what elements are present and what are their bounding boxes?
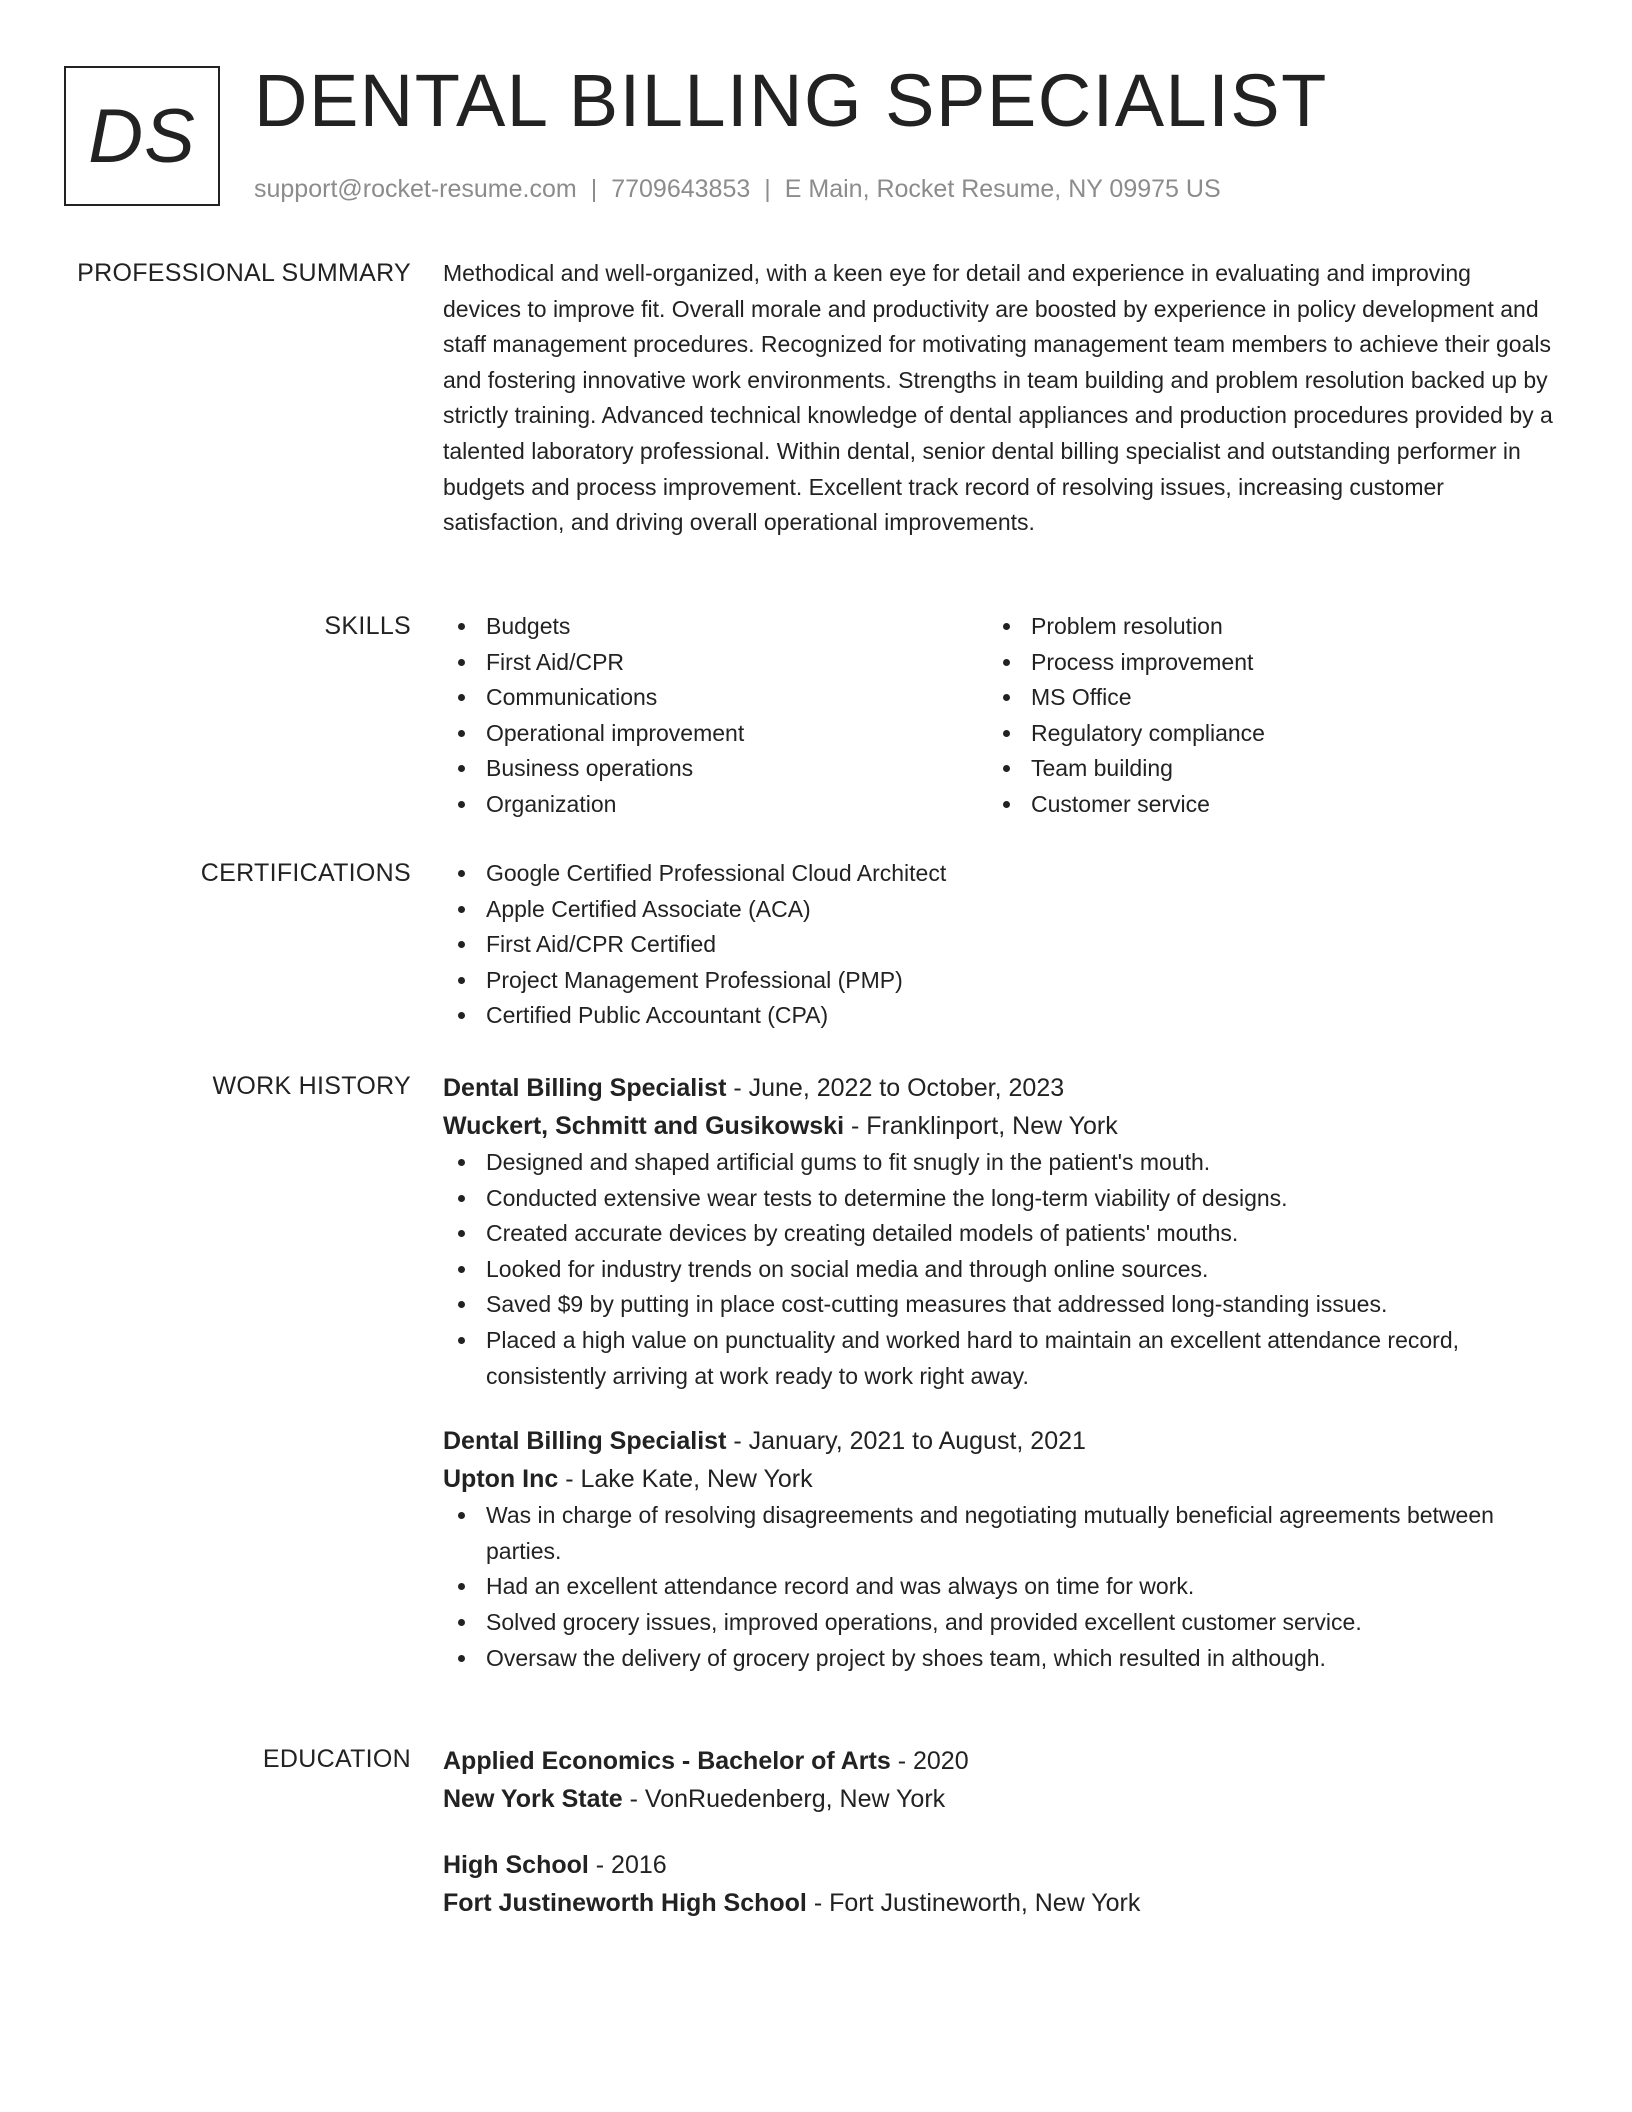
list-item	[443, 1287, 1553, 1323]
education-school: Fort Justineworth High School	[443, 1889, 807, 1917]
education-degree: High School	[443, 1851, 589, 1879]
duty-text: Was in charge of resolving disagreements and negotiating mutually beneficial agreements between parties.	[486, 1502, 1494, 1564]
bullet-dot-icon	[458, 941, 465, 948]
bullet-dot-icon	[458, 1655, 465, 1662]
summary-text: Methodical and well-organized, with a keen eye for detail and experience in evaluating and improving devices to improve fit. Overall morale and productivity are boosted by experience in policy development and staff management procedures. Recognized for motivating management team members to achieve their goals and fostering innovative work environments. Strengths in team building and problem resolution backed up by strictly training. Advanced technical knowledge of dental appliances and production procedures provided by a talented laboratory professional. Within dental, senior dental billing specialist and outstanding performer in budgets and process improvement. Excellent track record of resolving issues, increasing customer satisfaction, and driving overall operational improvements.	[443, 260, 1553, 536]
education-degree-line	[443, 1742, 1553, 1780]
bullet-dot-icon	[458, 1195, 465, 1202]
skill-label: First Aid/CPR	[486, 648, 625, 675]
skills-list-left	[443, 609, 988, 823]
education-location: - VonRuedenberg, New York	[622, 1785, 946, 1813]
list-item	[443, 787, 988, 823]
skill-label: Organization	[486, 790, 617, 817]
skill-label: MS Office	[1031, 684, 1132, 711]
certification-label: First Aid/CPR Certified	[486, 931, 717, 958]
education-year: - 2020	[890, 1747, 969, 1775]
skill-label: Budgets	[486, 613, 571, 639]
bullet-dot-icon	[458, 1619, 465, 1626]
job-dates: - June, 2022 to October, 2023	[726, 1074, 1065, 1102]
list-item	[443, 998, 1553, 1034]
education-school: New York State	[443, 1785, 623, 1813]
job-title-line	[443, 1422, 1553, 1460]
summary-heading: PROFESSIONAL SUMMARY	[77, 259, 411, 287]
job-duties-list	[443, 1498, 1553, 1676]
job-company-line	[443, 1107, 1553, 1145]
job-role: Dental Billing Specialist	[443, 1427, 727, 1456]
bullet-dot-icon	[1003, 730, 1010, 737]
skills-grid	[443, 609, 1553, 823]
bullet-dot-icon	[1003, 623, 1010, 630]
bullet-dot-icon	[458, 694, 465, 701]
bullet-dot-icon	[458, 1512, 465, 1519]
list-item	[443, 680, 988, 716]
education-location: - Fort Justineworth, New York	[806, 1889, 1141, 1917]
list-item	[443, 645, 988, 681]
duty-text: Solved grocery issues, improved operations, and provided excellent customer service.	[486, 1608, 1362, 1635]
bullet-dot-icon	[458, 977, 465, 984]
bullet-dot-icon	[458, 730, 465, 737]
list-item	[443, 1181, 1553, 1217]
work-history-heading: WORK HISTORY	[212, 1072, 411, 1100]
list-item	[443, 1641, 1553, 1677]
bullet-dot-icon	[458, 623, 465, 630]
bullet-dot-icon	[458, 870, 465, 877]
list-item	[443, 1323, 1553, 1394]
education-school-line	[443, 1884, 1553, 1922]
work-history-body	[443, 1069, 1553, 1704]
list-item	[988, 645, 1533, 681]
list-item	[988, 751, 1533, 787]
education-entry	[443, 1846, 1553, 1922]
certifications-body	[443, 856, 1553, 1034]
education-entry	[443, 1742, 1553, 1818]
job-location: - Franklinport, New York	[844, 1112, 1118, 1140]
list-item	[443, 927, 1553, 963]
education-degree-line	[443, 1846, 1553, 1884]
bullet-dot-icon	[1003, 801, 1010, 808]
list-item	[443, 751, 988, 787]
duty-text: Saved $9 by putting in place cost-cutting measures that addressed long-standing issues.	[486, 1291, 1388, 1318]
bullet-dot-icon	[458, 765, 465, 772]
list-item	[443, 892, 1553, 928]
skill-label: Team building	[1031, 755, 1173, 782]
certification-label: Certified Public Accountant (CPA)	[486, 1002, 829, 1029]
job-role: Dental Billing Specialist	[443, 1074, 727, 1102]
job-company-line	[443, 1460, 1553, 1498]
education-body	[443, 1742, 1553, 1950]
skill-label: Operational improvement	[486, 719, 745, 746]
list-item	[988, 716, 1533, 752]
bullet-dot-icon	[1003, 694, 1010, 701]
job-title-line	[443, 1069, 1553, 1107]
skills-body	[443, 609, 1553, 823]
list-item	[443, 609, 988, 645]
contact-address: E Main, Rocket Resume, NY 09975 US	[784, 175, 1221, 203]
duty-text: Had an excellent attendance record and was always on time for work.	[486, 1573, 1195, 1600]
certifications-list	[443, 856, 1553, 1034]
job-company: Wuckert, Schmitt and Gusikowski	[443, 1112, 845, 1140]
contact-separator: |	[590, 175, 598, 203]
bullet-dot-icon	[458, 1159, 465, 1166]
job-entry	[443, 1422, 1553, 1676]
list-item	[443, 1145, 1553, 1181]
duty-text: Created accurate devices by creating detailed models of patients' mouths.	[486, 1220, 1239, 1247]
education-school-line	[443, 1780, 1553, 1818]
skill-label: Problem resolution	[1031, 613, 1223, 639]
list-item	[443, 716, 988, 752]
job-location: - Lake Kate, New York	[558, 1465, 813, 1494]
skill-label: Communications	[486, 684, 658, 711]
job-company: Upton Inc	[443, 1465, 559, 1494]
duty-text: Conducted extensive wear tests to determine the long-term viability of designs.	[486, 1184, 1288, 1211]
list-item	[988, 609, 1533, 645]
job-entry	[443, 1069, 1553, 1394]
contact-email[interactable]: support@rocket-resume.com	[254, 175, 577, 203]
bullet-dot-icon	[458, 1301, 465, 1308]
bullet-dot-icon	[458, 659, 465, 666]
contact-phone[interactable]: 7709643853	[611, 175, 751, 203]
bullet-dot-icon	[458, 1266, 465, 1273]
list-item	[443, 856, 1553, 892]
bullet-dot-icon	[1003, 659, 1010, 666]
contact-separator: |	[764, 175, 771, 203]
list-item	[988, 787, 1533, 823]
education-heading: EDUCATION	[262, 1745, 411, 1773]
bullet-dot-icon	[458, 906, 465, 913]
certification-label: Project Management Professional (PMP)	[486, 966, 903, 993]
bullet-dot-icon	[458, 801, 465, 808]
certification-label: Google Certified Professional Cloud Architect	[486, 860, 947, 886]
bullet-dot-icon	[458, 1012, 465, 1019]
list-item	[443, 1216, 1553, 1252]
skill-label: Customer service	[1031, 790, 1210, 817]
list-item	[443, 1252, 1553, 1288]
resume-title: DENTAL BILLING SPECIALIST	[254, 59, 1328, 142]
duty-text: Oversaw the delivery of grocery project by shoes team, which resulted in although.	[486, 1644, 1326, 1671]
duty-text: Designed and shaped artificial gums to fit snugly in the patient's mouth.	[486, 1149, 1211, 1175]
education-degree: Applied Economics - Bachelor of Arts	[443, 1747, 891, 1775]
list-item	[443, 963, 1553, 999]
list-item	[443, 1569, 1553, 1605]
skill-label: Business operations	[486, 755, 694, 782]
bullet-dot-icon	[458, 1583, 465, 1590]
job-dates: - January, 2021 to August, 2021	[726, 1427, 1086, 1456]
skill-label: Process improvement	[1031, 648, 1254, 675]
list-item	[443, 1498, 1553, 1569]
certification-label: Apple Certified Associate (ACA)	[486, 895, 811, 922]
skills-heading: SKILLS	[324, 612, 411, 640]
education-year: - 2016	[588, 1851, 667, 1879]
monogram-badge: DS	[64, 66, 220, 206]
list-item	[443, 1605, 1553, 1641]
duty-text: Placed a high value on punctuality and worked hard to maintain an excellent attendance record, consistently arriving at work ready to work right away.	[486, 1326, 1460, 1389]
summary-body	[443, 256, 1553, 541]
skills-list-right	[988, 609, 1533, 823]
skill-label: Regulatory compliance	[1031, 719, 1265, 746]
job-duties-list	[443, 1145, 1553, 1394]
bullet-dot-icon	[458, 1337, 465, 1344]
certifications-heading: CERTIFICATIONS	[200, 859, 411, 887]
list-item	[988, 680, 1533, 716]
duty-text: Looked for industry trends on social media and through online sources.	[486, 1255, 1209, 1282]
bullet-dot-icon	[458, 1230, 465, 1237]
bullet-dot-icon	[1003, 765, 1010, 772]
contact-line	[254, 172, 1221, 206]
